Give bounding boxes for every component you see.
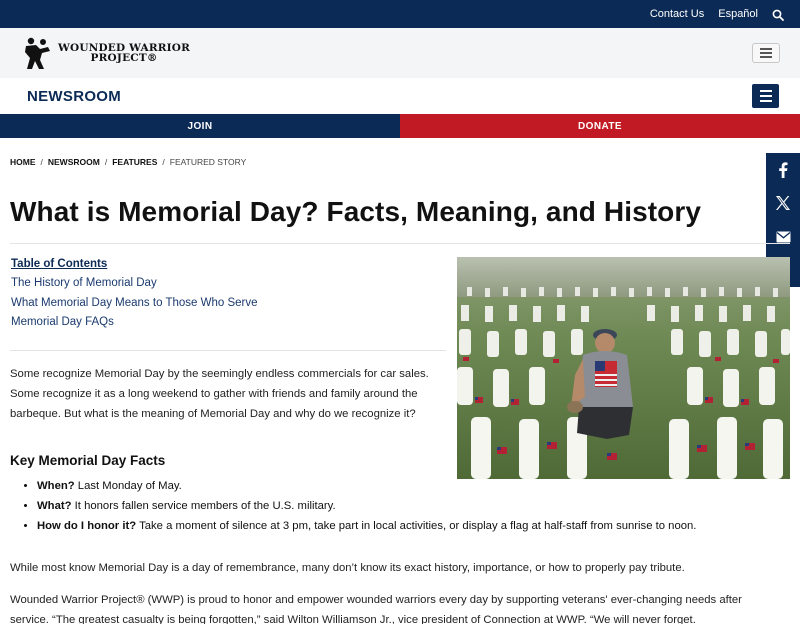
soldier-logo-icon <box>20 36 54 70</box>
logo-line-2: PROJECT® <box>90 52 158 64</box>
email-icon[interactable] <box>766 220 800 254</box>
table-of-contents <box>11 258 258 336</box>
newsroom-menu-button[interactable] <box>752 84 779 108</box>
breadcrumb <box>10 157 246 167</box>
list-item <box>37 496 696 516</box>
toc-link-history[interactable]: The History of Memorial Day <box>11 277 157 289</box>
hamburger-icon <box>760 48 772 50</box>
intro-paragraph: Some recognize Memorial Day by the seemingly endless commercials for car sales. Some recognize it as a long weekend to gather with friends and family around the barbeque. But what is the meaning of Memorial Day and why do we recognize it? <box>10 368 429 420</box>
feature-photo <box>457 257 790 479</box>
title-divider <box>10 243 790 244</box>
body-paragraph: While most know Memorial Day is a day of remembrance, many don’t know its exact history, importance, or how to properly pay tribute. <box>10 562 685 574</box>
hamburger-icon <box>760 90 772 92</box>
contact-us-link[interactable]: Contact Us <box>649 8 705 20</box>
logo-line-1: WOUNDED WARRIOR <box>58 42 191 54</box>
key-facts-list <box>27 476 696 536</box>
donate-button[interactable]: DONATE <box>400 114 800 138</box>
fact-label: When? <box>37 480 75 492</box>
search-icon[interactable] <box>772 8 784 20</box>
toc-title-link[interactable]: Table of Contents <box>11 258 108 270</box>
toc-link-faqs[interactable]: Memorial Day FAQs <box>11 316 114 328</box>
breadcrumb-current: FEATURED STORY <box>169 157 247 167</box>
toc-divider <box>10 350 446 351</box>
cta-bar <box>0 114 800 138</box>
join-button[interactable]: JOIN <box>0 114 400 138</box>
fact-label: What? <box>37 500 72 512</box>
x-icon[interactable] <box>766 187 800 221</box>
breadcrumb-newsroom[interactable]: NEWSROOM <box>47 157 100 167</box>
wwp-logo[interactable] <box>20 36 190 70</box>
key-facts-heading: Key Memorial Day Facts <box>10 453 166 468</box>
breadcrumb-home[interactable]: HOME <box>10 157 36 167</box>
main-menu-button[interactable] <box>752 43 780 63</box>
fact-label: How do I honor it? <box>37 520 137 532</box>
fact-text: Take a moment of silence at 3 pm, take part in local activities, or display a flag at half-staff from sunrise to noon. <box>136 520 697 532</box>
breadcrumb-features[interactable]: FEATURES <box>112 157 158 167</box>
newsroom-title[interactable]: NEWSROOM <box>27 87 122 105</box>
body-paragraph: Wounded Warrior Project® (WWP) is proud to honor and empower wounded warriors every day by supporting veterans' ever-changing needs after service. “The greatest casualty is being forgotten,” said Wilton Williamson Jr., vice president of Connection at WWP. “We will never forget. <box>10 594 742 624</box>
list-item <box>37 516 696 536</box>
breadcrumb-separator: / <box>104 157 108 167</box>
fact-text: It honors fallen service members of the U.S. military. <box>71 500 336 512</box>
breadcrumb-separator: / <box>162 157 165 167</box>
language-link[interactable]: Español <box>718 8 758 20</box>
brand-bar <box>0 28 800 78</box>
newsroom-bar <box>0 78 800 114</box>
breadcrumb-separator: / <box>40 157 43 167</box>
list-item <box>37 476 696 496</box>
page-title: What is Memorial Day? Facts, Meaning, and History <box>10 196 702 227</box>
fact-text: Last Monday of May. <box>74 480 182 492</box>
utility-bar <box>0 0 800 28</box>
facebook-icon[interactable] <box>766 153 800 187</box>
toc-link-meaning[interactable]: What Memorial Day Means to Those Who Serve <box>11 296 258 309</box>
